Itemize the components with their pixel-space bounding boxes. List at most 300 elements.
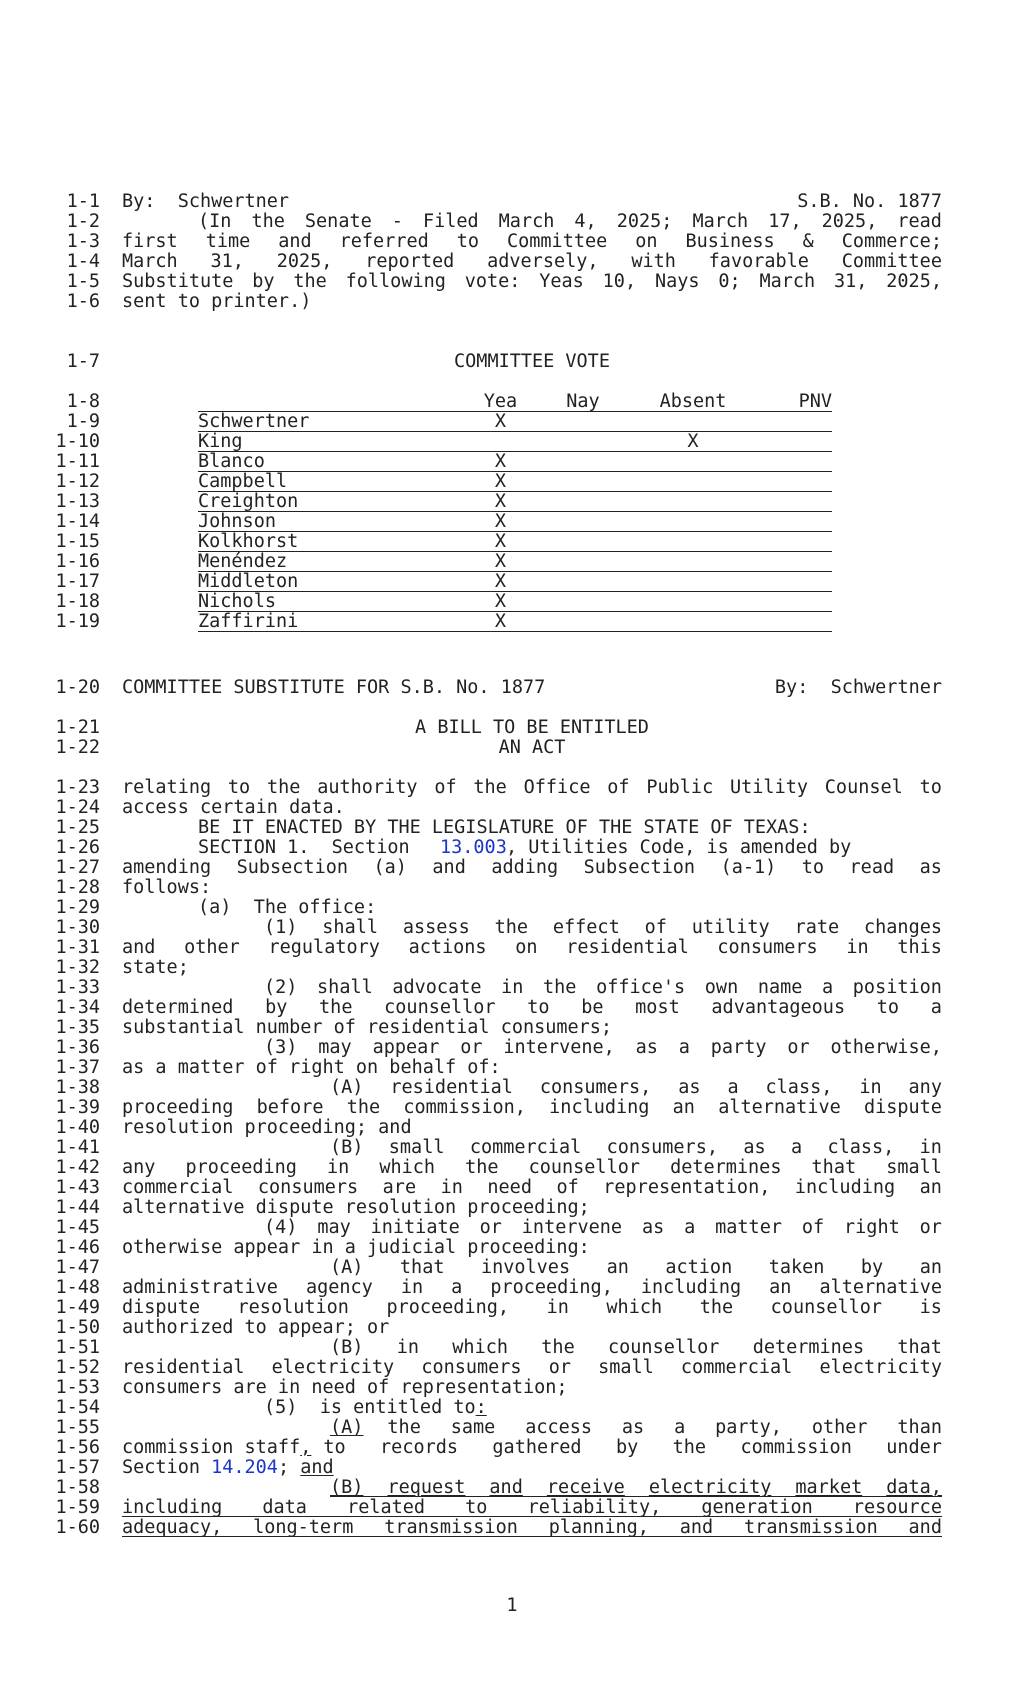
line-number: 1-49: [55, 1297, 100, 1318]
line-number: 1-40: [55, 1117, 100, 1138]
word: resource: [852, 1497, 942, 1518]
vote-row: [198, 432, 832, 452]
line-number: 1-27: [55, 857, 100, 878]
line-number: 1-6: [66, 291, 100, 312]
body-line: access certain data.: [122, 797, 345, 818]
body-line: [264, 918, 942, 938]
body-line: [122, 858, 942, 878]
body-line: state;: [122, 957, 189, 978]
word: the: [251, 211, 285, 232]
line-number: 1-1: [66, 191, 100, 212]
word: a: [727, 1077, 739, 1098]
word: counsellor: [384, 997, 496, 1018]
word: party: [710, 1037, 767, 1058]
word: than: [897, 1417, 942, 1438]
word: to: [801, 857, 825, 878]
line-number: 1-10: [55, 431, 100, 452]
word: commercial: [680, 1357, 793, 1378]
word: in: [546, 1297, 569, 1318]
word: access: [525, 1417, 593, 1438]
word: consumers: [717, 937, 818, 958]
body-line: [264, 1218, 942, 1238]
word: the: [494, 917, 528, 938]
word: the: [293, 271, 327, 292]
word: adversely,: [487, 251, 599, 272]
word: party,: [715, 1417, 782, 1438]
filing-line: [122, 232, 942, 252]
word: shall: [322, 917, 378, 938]
word: a: [678, 1037, 690, 1058]
act-title: AN ACT: [498, 737, 566, 758]
word: (A): [330, 1077, 364, 1098]
word: to: [876, 997, 900, 1018]
word: other: [811, 1417, 868, 1438]
vote-table-header: [198, 392, 832, 412]
word: of: [644, 917, 667, 938]
word: consumers: [421, 1357, 522, 1378]
word: which: [452, 1337, 508, 1358]
word: a: [822, 977, 834, 998]
vote-row: [198, 472, 832, 492]
body-line: otherwise appear in a judicial proceeding:: [122, 1237, 590, 1258]
word: before: [256, 1097, 324, 1118]
word: the: [541, 1337, 575, 1358]
word: Committee: [507, 231, 608, 252]
word: may: [317, 1217, 351, 1238]
word: an: [672, 1097, 695, 1118]
word: commercial: [469, 1137, 582, 1158]
word: the: [543, 977, 577, 998]
body-line: [330, 1078, 942, 1098]
word: with: [631, 251, 676, 272]
section-link[interactable]: 13.003: [440, 837, 507, 858]
body-line: as a matter of right on behalf of:: [122, 1057, 501, 1078]
body-line: [330, 1138, 942, 1158]
word: or: [919, 1217, 942, 1238]
substitute-title: COMMITTEE SUBSTITUTE FOR S.B. No. 1877: [122, 677, 546, 698]
word: right: [844, 1217, 900, 1238]
line-number: 1-45: [55, 1217, 100, 1238]
yea-mark: X: [494, 491, 507, 512]
word: amending: [122, 857, 212, 878]
word: that: [811, 1157, 857, 1178]
line-number: 1-46: [55, 1237, 100, 1258]
word: following: [345, 271, 446, 292]
line-number: 1-20: [55, 677, 100, 698]
word: adding: [491, 857, 559, 878]
line-number: 1-42: [55, 1157, 100, 1178]
word: Nays: [654, 271, 700, 292]
word: small: [388, 1137, 445, 1158]
word: determined: [122, 997, 234, 1018]
line-number: 1-8: [66, 391, 100, 412]
word: Subsection: [583, 857, 696, 878]
word: any: [122, 1157, 156, 1178]
word: appear: [372, 1037, 440, 1058]
word: March: [692, 211, 749, 232]
line-number: 1-29: [55, 897, 100, 918]
col-nay: Nay: [566, 391, 600, 412]
word: March: [498, 211, 555, 232]
word: March: [759, 271, 816, 292]
line-number: 1-24: [55, 797, 100, 818]
word: alternative: [718, 1097, 841, 1118]
word: Business: [685, 231, 775, 252]
word: adequacy,: [122, 1517, 223, 1538]
member-name: Nichols: [198, 591, 276, 612]
word: Office: [523, 777, 591, 798]
word: class,: [765, 1077, 833, 1098]
word: in: [919, 1137, 942, 1158]
word: in: [326, 1157, 350, 1178]
word: a: [674, 1417, 686, 1438]
word: otherwise,: [830, 1037, 942, 1058]
word: Substitute: [122, 271, 234, 292]
word: proceeding: [185, 1157, 297, 1178]
vote-row: [198, 532, 832, 552]
section-link[interactable]: 14.204: [211, 1457, 278, 1478]
line-number: 1-41: [55, 1137, 100, 1158]
body-line: [122, 998, 942, 1018]
vote-row: [198, 452, 832, 472]
word: same: [450, 1417, 496, 1438]
body-text: [387, 1418, 942, 1438]
member-name: Blanco: [198, 451, 265, 472]
line-number: 1-57: [55, 1457, 100, 1478]
word: (B): [330, 1337, 364, 1358]
yea-mark: X: [494, 531, 507, 552]
word: to: [527, 997, 550, 1018]
body-line: resolution proceeding; and: [122, 1117, 412, 1138]
vote-row: [198, 612, 832, 632]
word: be: [581, 997, 604, 1018]
line-number: 1-15: [55, 531, 100, 552]
word: and: [489, 1477, 523, 1498]
word: counsellor: [608, 1337, 720, 1358]
word: own: [704, 977, 739, 998]
body-text: ;: [277, 1457, 301, 1478]
word: a: [930, 997, 942, 1018]
word: (A): [330, 1257, 364, 1278]
page-number: 1: [506, 1595, 518, 1616]
member-name: Campbell: [198, 471, 288, 492]
word: counsellor: [770, 1297, 883, 1318]
line-number: 1-35: [55, 1017, 100, 1038]
word: by: [252, 271, 275, 292]
line-number: 1-51: [55, 1337, 100, 1358]
word: small: [598, 1357, 654, 1378]
word: Yeas: [539, 271, 584, 292]
word: assess: [402, 917, 470, 938]
line-number: 1-54: [55, 1397, 100, 1418]
word: referred: [339, 231, 429, 252]
word: as: [641, 1217, 665, 1238]
word: advantageous: [711, 997, 846, 1018]
vote-row: [198, 492, 832, 512]
body-line: [122, 1158, 942, 1178]
substitute-line: [122, 678, 942, 698]
word: Utility: [730, 777, 808, 798]
line-number: 1-60: [55, 1517, 100, 1538]
filing-line: sent to printer.): [122, 291, 312, 312]
word: or: [787, 1037, 810, 1058]
word: consumers: [257, 1177, 359, 1198]
word: most: [635, 997, 680, 1018]
word: (1): [264, 917, 298, 938]
word: which: [379, 1157, 436, 1178]
word: as: [635, 1037, 658, 1058]
word: which: [606, 1297, 663, 1318]
enacting-clause: BE IT ENACTED BY THE LEGISLATURE OF THE STATE OF TEXAS:: [198, 817, 811, 838]
line-number: 1-47: [55, 1257, 100, 1278]
word: receive: [546, 1477, 625, 1498]
word: transmission: [744, 1517, 878, 1538]
word: data,: [886, 1477, 942, 1498]
body-line: [122, 1358, 942, 1378]
yea-mark: X: [494, 451, 507, 472]
word: proceeding,: [490, 1277, 613, 1298]
word: by: [615, 1437, 639, 1458]
word: the: [346, 1097, 381, 1118]
body-line: [264, 978, 942, 998]
word: as: [919, 857, 942, 878]
word: (In: [198, 211, 232, 232]
line-number: 1-16: [55, 551, 100, 572]
body-line: alternative dispute resolution proceeding;: [122, 1197, 590, 1218]
word: an: [606, 1257, 629, 1278]
line-number: 1-53: [55, 1377, 100, 1398]
yea-mark: X: [494, 411, 507, 432]
word: reliability,: [527, 1497, 662, 1518]
word: consumers,: [606, 1137, 718, 1158]
word: or: [479, 1217, 502, 1238]
member-name: Kolkhorst: [198, 531, 299, 552]
word: and: [122, 937, 156, 958]
word: any: [908, 1077, 942, 1098]
vote-title: COMMITTEE VOTE: [454, 351, 610, 372]
word: to: [465, 1497, 488, 1518]
line-number: 1-56: [55, 1437, 100, 1458]
word: other: [184, 937, 240, 958]
word: in: [396, 1337, 419, 1358]
word: residential: [122, 1357, 245, 1378]
word: to: [323, 1437, 346, 1458]
inserted-text: and: [300, 1457, 334, 1478]
line-number: 1-18: [55, 591, 100, 612]
line-number: 1-28: [55, 877, 100, 898]
bill-title: A BILL TO BE ENTITLED: [415, 717, 649, 738]
line-number: 1-25: [55, 817, 100, 838]
line-number: 1-3: [66, 231, 100, 252]
body-line: [122, 1278, 942, 1298]
word: and: [908, 1517, 942, 1538]
word: changes: [864, 917, 942, 938]
inserted-text: :: [475, 1397, 487, 1418]
word: proceeding,: [386, 1297, 510, 1318]
vote-row: [198, 572, 832, 592]
word: March: [122, 251, 178, 272]
member-name: King: [198, 431, 243, 452]
inserted-line: [330, 1478, 942, 1497]
body-line: [122, 1098, 942, 1118]
word: read: [849, 857, 895, 878]
inserted-text: (A): [330, 1417, 364, 1438]
word: 4,: [574, 211, 597, 232]
line-number: 1-21: [55, 717, 100, 738]
absent-mark: X: [687, 431, 699, 452]
line-number: 1-7: [66, 351, 100, 372]
word: position: [852, 977, 942, 998]
word: in: [846, 937, 869, 958]
body-line: authorized to appear; or: [122, 1317, 390, 1338]
word: relating: [122, 777, 212, 798]
member-name: Zaffirini: [198, 611, 299, 632]
author-line: By: Schwertner: [122, 191, 290, 212]
word: on: [515, 937, 538, 958]
word: a: [790, 1137, 803, 1158]
word: including: [640, 1277, 742, 1298]
word: electricity: [648, 1477, 772, 1498]
word: 2025,: [276, 251, 333, 272]
word: the: [319, 997, 353, 1018]
word: an: [919, 1257, 942, 1278]
section-text: SECTION 1. Section: [198, 837, 410, 858]
yea-mark: X: [494, 551, 507, 572]
body-line: [330, 1418, 942, 1438]
word: office's: [596, 977, 686, 998]
body-line: follows:: [122, 877, 212, 898]
line-number: 1-43: [55, 1177, 100, 1198]
line-number: 1-34: [55, 997, 100, 1018]
word: planning,: [548, 1517, 649, 1538]
word: intervene,: [503, 1037, 615, 1058]
word: that: [399, 1257, 445, 1278]
word: regulatory: [268, 937, 380, 958]
body-line: [122, 1298, 942, 1318]
member-name: Johnson: [198, 511, 276, 532]
word: commercial: [122, 1177, 234, 1198]
body-line: [330, 1258, 942, 1278]
line-number: 1-44: [55, 1197, 100, 1218]
word: actions: [408, 937, 487, 958]
line-number: 1-19: [55, 611, 100, 632]
word: are: [382, 1177, 417, 1198]
word: long-term: [253, 1517, 354, 1538]
body-text: commission staff: [122, 1437, 301, 1458]
word: in: [859, 1077, 882, 1098]
word: an: [919, 1177, 942, 1198]
yea-mark: X: [494, 591, 507, 612]
line-number: 1-13: [55, 491, 100, 512]
word: an: [769, 1277, 792, 1298]
word: residential: [566, 937, 689, 958]
word: on: [635, 231, 658, 252]
line-number: 1-59: [55, 1497, 100, 1518]
word: (a-1): [720, 857, 777, 878]
vote-row: [198, 512, 832, 532]
word: administrative: [122, 1277, 278, 1298]
word: time: [205, 231, 251, 252]
word: Counsel: [824, 777, 903, 798]
word: in: [440, 1177, 463, 1198]
word: market: [795, 1477, 863, 1498]
body-line: substantial number of residential consumers;: [122, 1017, 613, 1038]
word: initiate: [370, 1217, 460, 1238]
col-pnv: PNV: [798, 391, 832, 412]
word: in: [501, 977, 524, 998]
body-line: (a) The office:: [198, 897, 377, 918]
line-number: 1-32: [55, 957, 100, 978]
word: (4): [264, 1217, 298, 1238]
word: read: [897, 211, 942, 232]
word: favorable: [708, 251, 809, 272]
word: electricity: [271, 1357, 395, 1378]
word: of: [556, 1177, 579, 1198]
word: by: [860, 1257, 884, 1278]
word: including: [794, 1177, 896, 1198]
word: need: [487, 1177, 532, 1198]
body-line: [122, 1458, 942, 1478]
line-number: 1-9: [66, 411, 100, 432]
line-number: 1-33: [55, 977, 100, 998]
word: the: [267, 777, 301, 798]
substitute-author: By: Schwertner: [774, 677, 942, 698]
word: commission,: [403, 1097, 526, 1118]
body-text: Section: [122, 1457, 212, 1478]
word: Public: [646, 777, 714, 798]
filing-line: [198, 212, 942, 232]
word: small: [886, 1157, 942, 1178]
word: of: [434, 777, 457, 798]
word: shall: [317, 977, 373, 998]
inserted-line: [122, 1498, 942, 1517]
word: resolution: [237, 1297, 349, 1318]
word: under: [886, 1437, 942, 1458]
body-line: [122, 1178, 942, 1198]
word: determines: [752, 1337, 865, 1358]
word: dispute: [122, 1297, 200, 1318]
word: the: [699, 1297, 734, 1318]
line-number: 1-36: [55, 1037, 100, 1058]
word: -: [391, 211, 403, 232]
line-number: 1-52: [55, 1357, 100, 1378]
word: and: [679, 1517, 714, 1538]
word: proceeding: [122, 1097, 234, 1118]
body-line: [122, 1438, 942, 1458]
word: (B): [330, 1137, 364, 1158]
line-number: 1-26: [55, 837, 100, 858]
word: the: [387, 1417, 421, 1438]
yea-mark: X: [494, 471, 507, 492]
word: as: [621, 1417, 645, 1438]
body-line: [264, 1398, 942, 1418]
word: electricity: [819, 1357, 942, 1378]
col-yea: Yea: [483, 391, 518, 412]
word: may: [318, 1037, 352, 1058]
word: by: [265, 997, 288, 1018]
word: vote:: [464, 271, 521, 292]
word: 31,: [834, 271, 868, 292]
word: first: [122, 231, 178, 252]
vote-row: [198, 552, 832, 572]
body-line: consumers are in need of representation;: [122, 1377, 568, 1398]
yea-mark: X: [494, 511, 507, 532]
word: to: [227, 777, 251, 798]
word: or: [460, 1037, 483, 1058]
vote-row: [198, 412, 832, 432]
word: related: [347, 1497, 426, 1518]
word: gathered: [492, 1437, 582, 1458]
